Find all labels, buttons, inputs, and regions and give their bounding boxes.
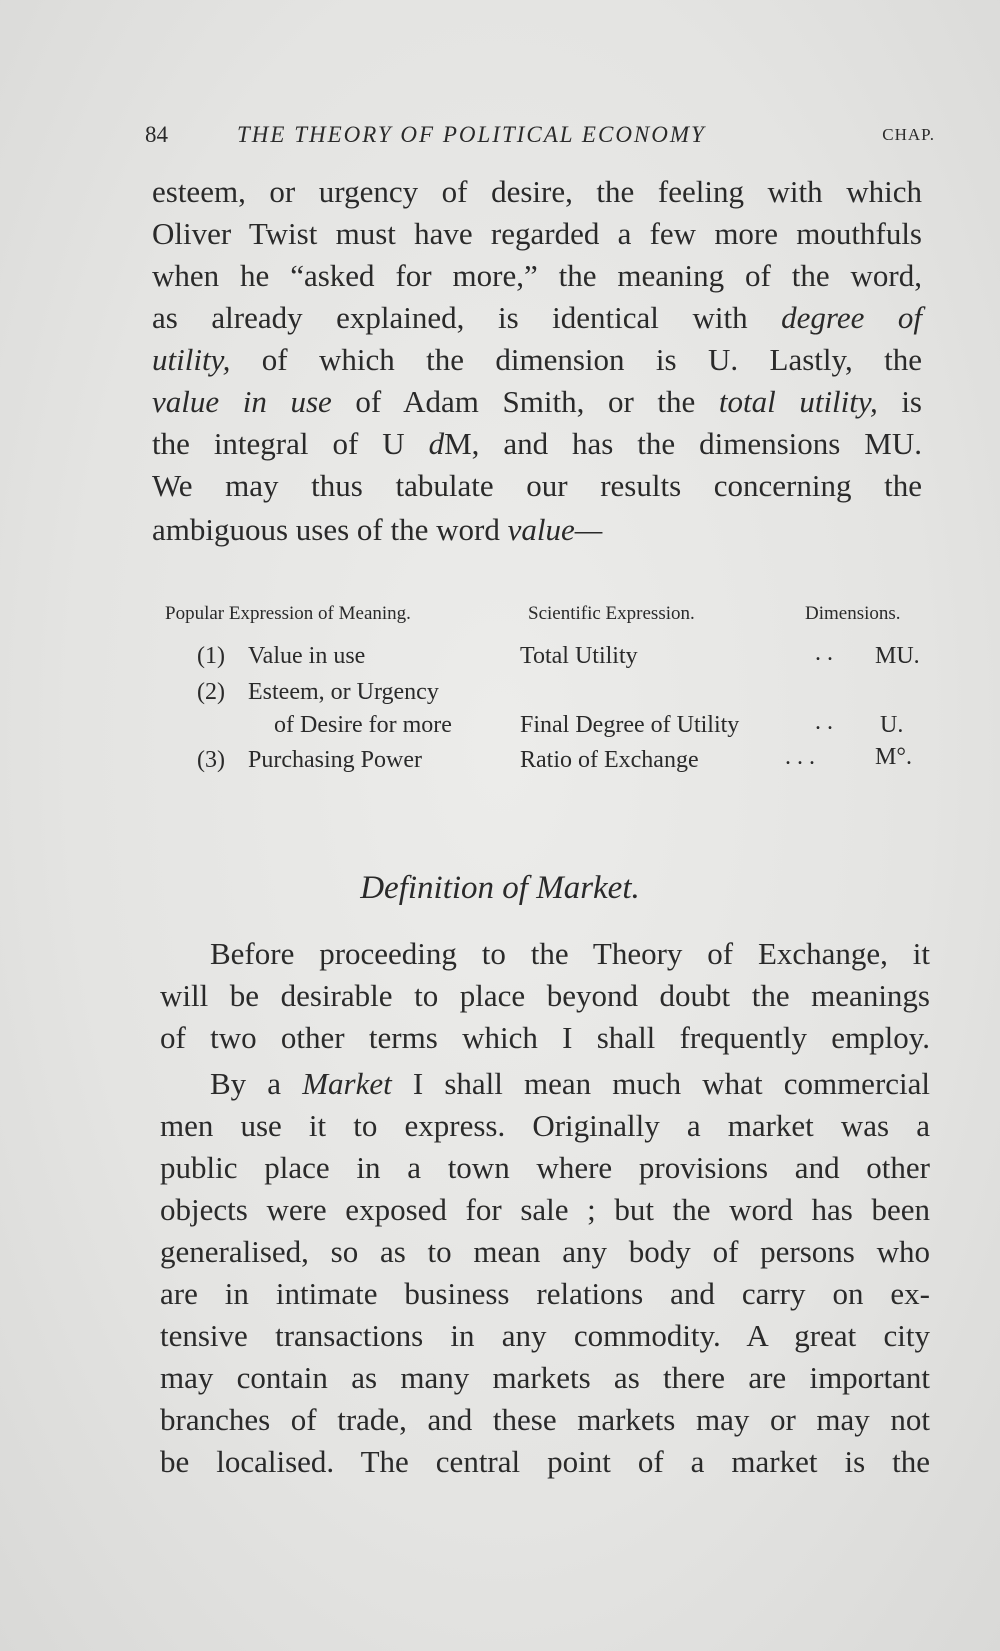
text-line: We may thus tabulate our results concerning the bbox=[152, 468, 922, 503]
text-line: esteem, or urgency of desire, the feeling with which bbox=[152, 174, 922, 209]
text-line: Before proceeding to the Theory of Exchange, it bbox=[210, 936, 930, 971]
row-number: (1) bbox=[197, 643, 225, 669]
text-line: By a Market I shall mean much what commercial bbox=[210, 1066, 931, 1101]
text-line: may contain as many markets as there are important bbox=[160, 1360, 930, 1395]
text-line: of two other terms which I shall frequently employ. bbox=[160, 1020, 930, 1055]
row-number: (2) bbox=[197, 679, 225, 705]
dot-leader: . . bbox=[815, 709, 833, 735]
text-line: men use it to express. Originally a market was a bbox=[160, 1108, 930, 1143]
text-line: ambiguous uses of the word value— bbox=[152, 512, 603, 547]
column-header: Dimensions. bbox=[805, 603, 901, 624]
table-cell: U. bbox=[880, 712, 904, 738]
text-line: public place in a town where provisions and other bbox=[160, 1150, 930, 1185]
text-line: branches of trade, and these markets may or may not bbox=[160, 1402, 930, 1437]
column-header: Popular Expression of Meaning. bbox=[165, 603, 411, 624]
text-line: as already explained, is identical with degree of bbox=[152, 300, 922, 335]
text-line: value in use of Adam Smith, or the total utility, is bbox=[152, 384, 922, 419]
text-line: Oliver Twist must have regarded a few more mouthfuls bbox=[152, 216, 922, 251]
table-cell: MU. bbox=[875, 643, 920, 669]
table-cell: Ratio of Exchange bbox=[520, 747, 699, 773]
text-line: will be desirable to place beyond doubt the meanings bbox=[160, 978, 930, 1013]
column-header: Scientific Expression. bbox=[528, 603, 695, 624]
dot-leader: . . bbox=[815, 640, 833, 666]
row-number: (3) bbox=[197, 747, 225, 773]
text-line: generalised, so as to mean any body of persons who bbox=[160, 1234, 930, 1269]
text-line: utility, of which the dimension is U. Lastly, the bbox=[152, 342, 922, 377]
table-cell: Total Utility bbox=[520, 643, 638, 669]
text-line: objects were exposed for sale ; but the word has been bbox=[160, 1192, 930, 1227]
text-line: the integral of U dM, and has the dimensions MU. bbox=[152, 426, 922, 461]
text-line: be localised. The central point of a market is the bbox=[160, 1444, 930, 1479]
running-header bbox=[145, 122, 935, 156]
running-title: THE THEORY OF POLITICAL ECONOMY bbox=[237, 122, 706, 147]
text-line: when he “asked for more,” the meaning of the word, bbox=[152, 258, 922, 293]
dot-leader: . . . bbox=[785, 744, 815, 770]
table-cell: Purchasing Power bbox=[248, 747, 422, 773]
table-cell: Esteem, or Urgency bbox=[248, 679, 439, 705]
table-cell: M°. bbox=[875, 744, 912, 770]
table-cell: Final Degree of Utility bbox=[520, 712, 740, 738]
table-cell: Value in use bbox=[248, 643, 366, 669]
table-cell: of Desire for more bbox=[274, 712, 452, 738]
text-line: are in intimate business relations and carry on ex- bbox=[160, 1276, 930, 1311]
section-heading: Definition of Market. bbox=[360, 870, 640, 906]
text-line: tensive transactions in any commodity. A great city bbox=[160, 1318, 930, 1353]
page-number: 84 bbox=[145, 122, 168, 147]
chapter-label: CHAP. bbox=[882, 125, 935, 144]
